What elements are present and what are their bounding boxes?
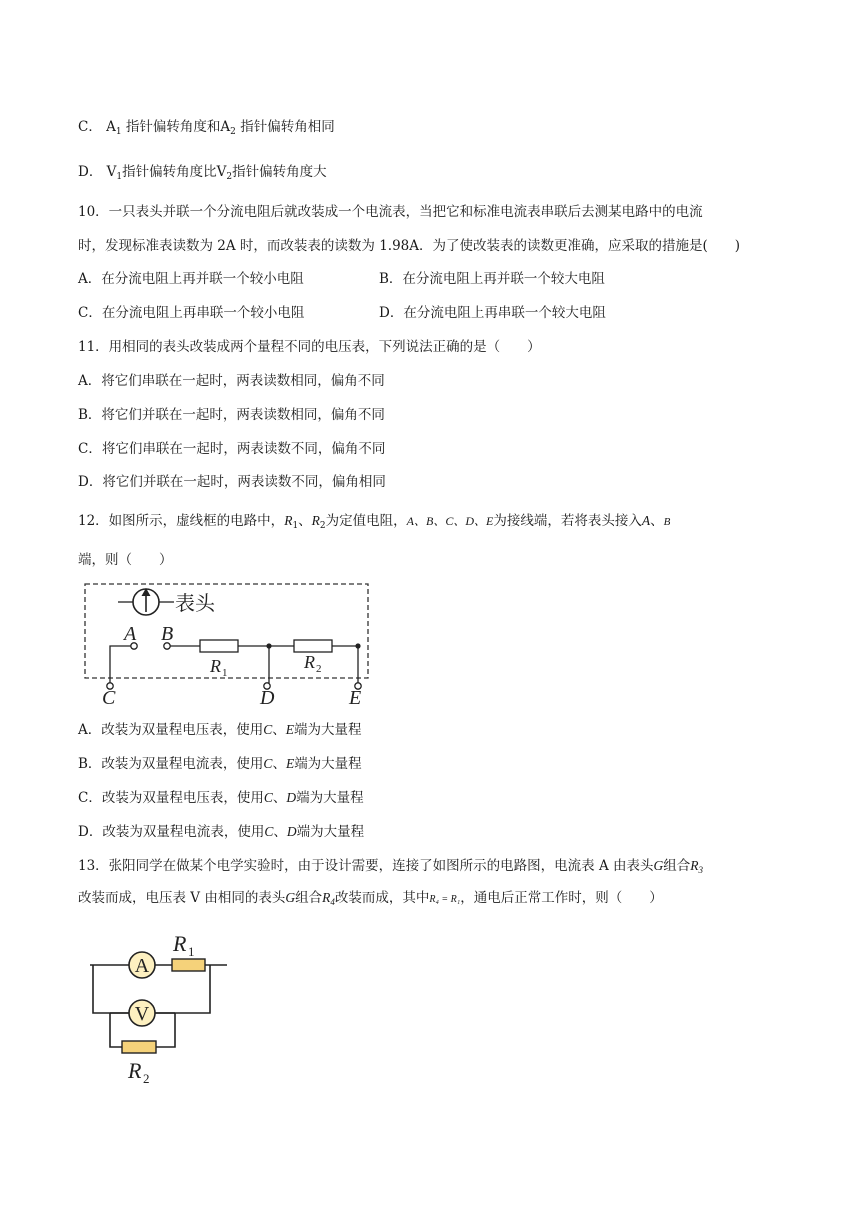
svg-text:1: 1 xyxy=(222,667,228,679)
q9-option-c[interactable]: C． $A_1$ 指针偏转角度和$A_2$ 指针偏转角相同 xyxy=(78,119,335,137)
q12-stem-line2: 端，则（ ） xyxy=(78,552,173,568)
q12-option-b[interactable]: B．改装为双量程电流表，使用C、E端为大量程 xyxy=(78,756,362,772)
galvanometer-icon xyxy=(118,588,174,615)
q13-stem-line1: 13．张阳同学在做某个电学实验时，由于设计需要，连接了如图所示的电路图，电流表 A 由表头G组合$R_3$ xyxy=(78,858,704,875)
q11-option-c[interactable]: C．将它们串联在一起时，两表读数不同，偏角不同 xyxy=(78,441,386,457)
resistor-r2 xyxy=(122,1041,156,1053)
q10-option-c[interactable]: C．在分流电阻上再串联一个较小电阻 xyxy=(78,305,305,321)
q10-stem-line2: 时，发现标准表读数为 2A 时，而改装表的读数为 1.98A．为了使改装表的读数更准确，应采取的措施是( ) xyxy=(78,238,741,254)
label-r2: R xyxy=(304,652,315,672)
q11-option-d[interactable]: D．将它们并联在一起时，两表读数不同，偏角相同 xyxy=(78,474,386,490)
q10-option-b[interactable]: B．在分流电阻上再并联一个较大电阻 xyxy=(379,271,605,287)
svg-text:2: 2 xyxy=(316,663,322,675)
q9-option-d[interactable]: D． $V_1$指针偏转角度比$V_2$指针偏转角度大 xyxy=(78,164,327,182)
label-b: B xyxy=(161,623,174,645)
q12-stem-line1: 12．如图所示，虚线框的电路中，$R_1$、$R_2$为定值电阻，A、B、C、D、E为接线端，若将表头接入A、B xyxy=(78,513,671,531)
q12-option-a[interactable]: A．改装为双量程电压表，使用C、E端为大量程 xyxy=(78,722,362,738)
label-r1: R xyxy=(173,931,187,956)
resistor-r2 xyxy=(294,640,332,652)
label-a: A xyxy=(124,623,137,645)
ammeter-label: A xyxy=(134,955,150,977)
label-d: D xyxy=(260,687,275,709)
q11-option-a[interactable]: A．将它们串联在一起时，两表读数相同，偏角不同 xyxy=(78,373,385,389)
q13-stem-line2: 改装而成，电压表 V 由相同的表头G组合$R_4$改装而成，其中R₄ = R₁，通电后正常工作时，则（ ） xyxy=(78,890,663,907)
resistor-r1 xyxy=(200,640,238,652)
voltmeter-label: V xyxy=(134,1003,150,1025)
label-r2: R xyxy=(128,1058,142,1083)
q10-option-d[interactable]: D．在分流电阻上再串联一个较大电阻 xyxy=(379,305,606,321)
q10-option-a[interactable]: A．在分流电阻上再并联一个较小电阻 xyxy=(78,271,304,287)
label-r1: R xyxy=(210,656,221,676)
resistor-r1 xyxy=(172,959,205,971)
q13-circuit-diagram xyxy=(85,928,235,1088)
q12-circuit-diagram xyxy=(80,580,380,710)
meter-label: 表头 xyxy=(175,593,215,615)
svg-text:1: 1 xyxy=(188,944,195,959)
label-e: E xyxy=(349,687,362,709)
q12-option-c[interactable]: C．改装为双量程电压表，使用C、D端为大量程 xyxy=(78,790,364,806)
svg-text:2: 2 xyxy=(143,1071,150,1086)
q10-stem-line1: 10．一只表头并联一个分流电阻后就改装成一个电流表，当把它和标准电流表串联后去测某电路中的电流 xyxy=(78,204,703,220)
q12-option-d[interactable]: D．改装为双量程电流表，使用C、D端为大量程 xyxy=(78,824,365,840)
q11-stem: 11．用相同的表头改装成两个量程不同的电压表，下列说法正确的是（ ） xyxy=(78,339,541,355)
q11-option-b[interactable]: B．将它们并联在一起时，两表读数相同，偏角不同 xyxy=(78,407,385,423)
label-c: C xyxy=(102,687,116,709)
